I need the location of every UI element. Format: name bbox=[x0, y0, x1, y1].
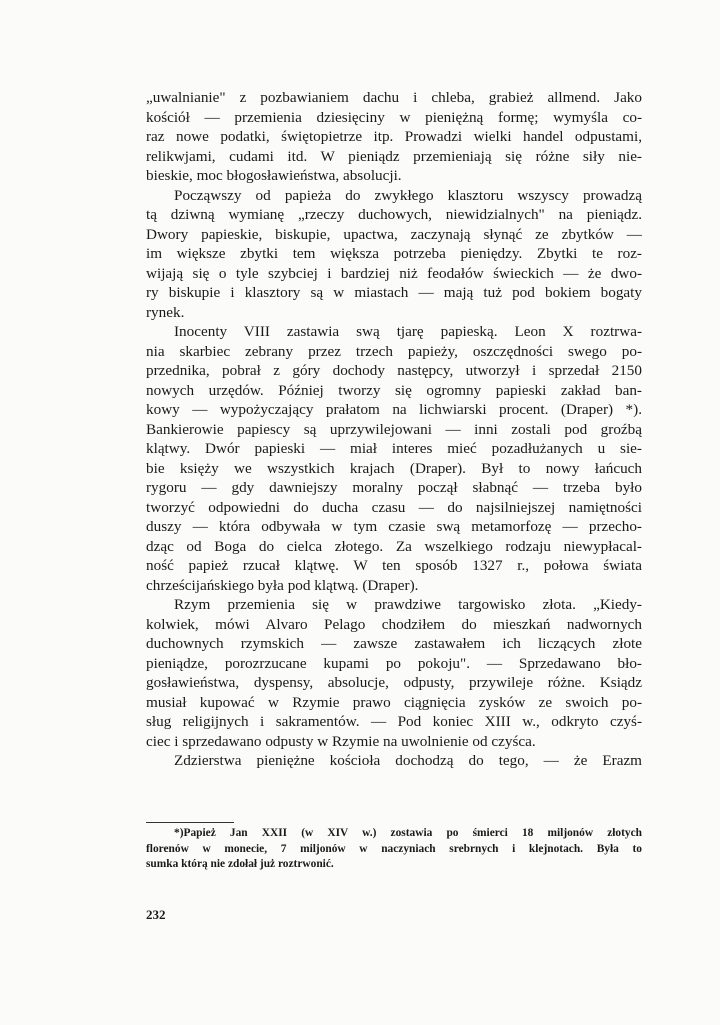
text-line: rygoru — gdy dawniejszy moralny począł słabnąć — trzeba było bbox=[146, 479, 642, 496]
text-line: Dwory papieskie, biskupie, upactwa, zaczynają słynąć ze zbytków — bbox=[146, 225, 642, 243]
text-line: nowych urzędów. Później tworzy się ogromny papieski zakład ban- bbox=[146, 381, 642, 399]
text-line: Rzym przemienia się w prawdziwe targowisko złota. „Kiedy- bbox=[174, 596, 642, 613]
text-line: „uwalnianie" z pozbawianiem dachu i chleba, grabież allmend. Jako bbox=[146, 89, 642, 106]
text-line: ciec i sprzedawano odpusty w Rzymie na uwolnienie od czyśca. bbox=[146, 732, 536, 750]
text-line: duchownych rzymskich — zawsze zastawałem ich liczących złote bbox=[146, 635, 642, 652]
text-line: klątwy. Dwór papieski — miał interes mieć pozadłużanych u sie- bbox=[146, 440, 642, 457]
text-line: bieskie, moc błogosławieństwa, absolucji. bbox=[146, 167, 402, 184]
text-line: rynek. bbox=[146, 303, 185, 321]
footnote-line: *)Papież Jan XXII (w XIV w.) zostawia po śmierci 18 miljonów złotych bbox=[174, 827, 642, 839]
text-line: pieniądze, porozrzucane kupami po pokoju". — Sprzedawano bło- bbox=[146, 654, 642, 672]
text-line: Zdzierstwa pieniężne kościoła dochodzą do tego, — że Erazm bbox=[174, 752, 642, 769]
text-line: Bankierowie papiescy są uprzywilejowani — inni zostali pod groźbą bbox=[146, 420, 642, 438]
text-line: kościół — przemienia dziesięciny w pieniężną formę; wymyśla co- bbox=[146, 108, 642, 126]
footnote-line: sumka którą nie zdołał już roztrwonić. bbox=[146, 858, 334, 870]
footnote-divider bbox=[146, 822, 234, 823]
text-line: raz nowe podatki, świętopietrze itp. Prowadzi wielki handel odpustami, bbox=[146, 128, 642, 145]
text-line: duszy — która odbywała w tym czasie swą metamorfozę — przecho- bbox=[146, 518, 642, 535]
text-line: Inocenty VIII zastawia swą tjarę papieską. Leon X roztrwa- bbox=[174, 323, 642, 340]
text-line: im większe zbytki tem większa potrzeba pieniędzy. Zbytki te roz- bbox=[146, 245, 642, 262]
footnote-line: florenów w monecie, 7 miljonów w naczyniach srebrnych i klejnotach. Była to bbox=[146, 842, 642, 855]
footnote bbox=[146, 826, 642, 873]
page-number: 232 bbox=[146, 907, 166, 922]
text-line: relikwjami, cudami itd. W pieniądz przemieniają się różne siły nie- bbox=[146, 147, 642, 165]
text-line: kolwiek, mówi Alvaro Pelago chodziłem do mieszkań nadwornych bbox=[146, 615, 642, 633]
text-line: wijają się o tyle szybciej i bardziej niż feodałów świeckich — że dwo- bbox=[146, 264, 642, 282]
text-line: gosławieństwa, dyspensy, absolucje, odpusty, przywileje różne. Ksiądz bbox=[146, 674, 642, 691]
text-line: nia skarbiec zebrany przez trzech papieży, oszczędności swego po- bbox=[146, 342, 642, 360]
text-line: tą dziwną wymianę „rzeczy duchowych, niewidzialnych" na pieniądz. bbox=[146, 206, 642, 223]
text-line: ność papież rzucał klątwę. W ten sposób 1327 r., połowa świata bbox=[146, 557, 642, 574]
text-line: bie księży we wszystkich krajach (Draper). Był to nowy łańcuch bbox=[146, 459, 642, 477]
text-line: Począwszy od papieża do zwykłego klasztoru wszyscy prowadzą bbox=[174, 186, 642, 204]
text-line: sług religijnych i sakramentów. — Pod koniec XIII w., odkryto czyś- bbox=[146, 713, 642, 730]
text-line: chrześcijańskiego była pod klątwą. (Draper). bbox=[146, 576, 419, 594]
text-line: kowy — wypożyczający prałatom na lichwiarski procent. (Draper) *). bbox=[146, 401, 642, 418]
text-line: ry biskupie i klasztory są w miastach — mają tuż pod bokiem bogaty bbox=[146, 284, 642, 301]
text-line: tworzyć odpowiedni do ducha czasu — do najsilniejszej namiętności bbox=[146, 498, 642, 516]
text-line: przednika, pobrał z góry dochody następcy, utworzył i sprzedał 2150 bbox=[146, 362, 642, 379]
text-line: musiał kupować w Rzymie prawo ciągnięcia zysków ze swoich po- bbox=[146, 693, 642, 711]
text-line: dząc od Boga do cielca złotego. Za wszelkiego rodzaju niewypłacal- bbox=[146, 537, 642, 555]
body-text bbox=[146, 88, 642, 771]
